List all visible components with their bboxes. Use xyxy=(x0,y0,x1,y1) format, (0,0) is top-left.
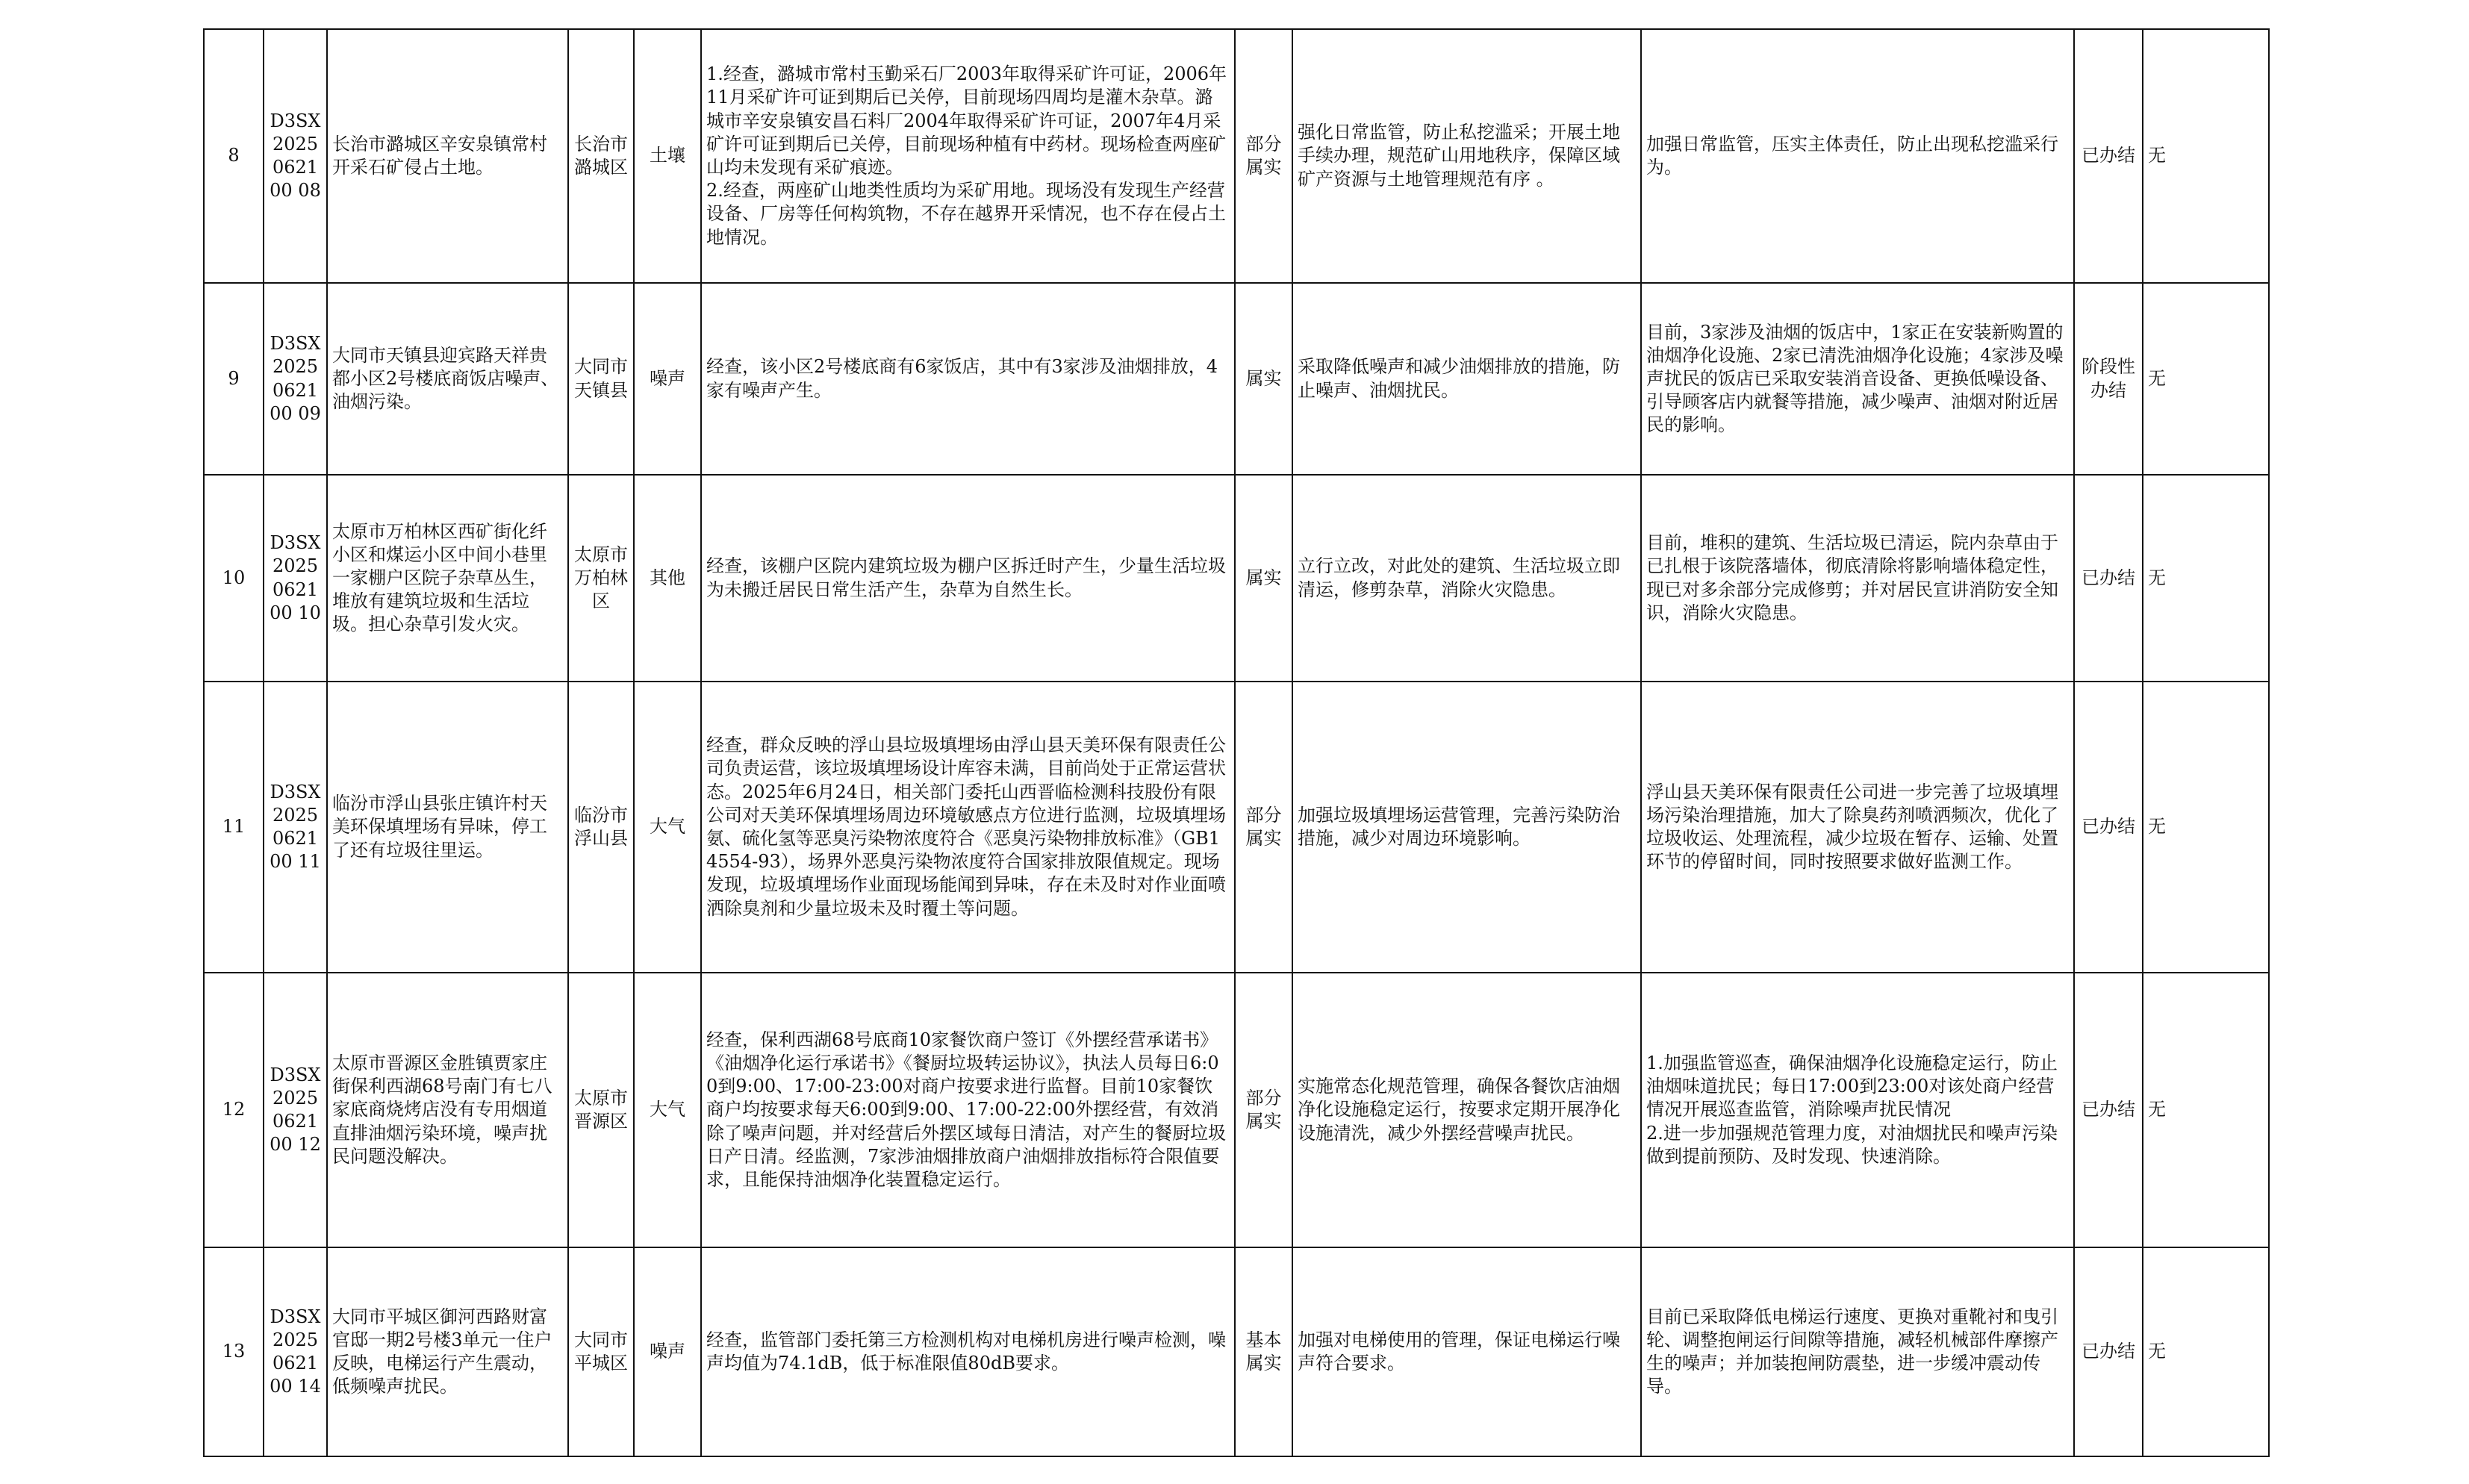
district-cell: 太原市晋源区 xyxy=(568,973,634,1247)
district-cell: 太原市万柏林区 xyxy=(568,475,634,682)
rectification-measures-cell: 立行立改，对此处的建筑、生活垃圾立即清运，修剪杂草，消除火灾隐患。 xyxy=(1292,475,1641,682)
verdict-cell: 属实 xyxy=(1235,475,1292,682)
investigation-result-cell: 经查，监管部门委托第三方检测机构对电梯机房进行噪声检测，噪声均值为74.1dB，低于标准限值80dB要求。 xyxy=(701,1247,1235,1456)
table-row xyxy=(204,973,2269,1247)
completion-status-cell: 已办结 xyxy=(2074,29,2143,283)
row-number-cell: 9 xyxy=(204,283,264,475)
investigation-result-cell: 经查，群众反映的浮山县垃圾填埋场由浮山县天美环保有限责任公司负责运营，该垃圾填埋场设计库容未满，目前尚处于正常运营状态。2025年6月24日，相关部门委托山西晋临检测科技股份有限公司对天美环保填埋场周边环境敏感点方位进行监测，垃圾填埋场氨、硫化氢等恶臭污染物浓度符合《恶臭污染物排放标准》（GB14554-93），场界外恶臭污染物浓度符合国家排放限值规定。现场发现，垃圾填埋场作业面现场能闻到异味，存在未及时对作业面喷洒除臭剂和少量垃圾未及时覆土等问题。 xyxy=(701,682,1235,973)
pollution-category-cell: 大气 xyxy=(634,973,701,1247)
completion-status-cell: 阶段性办结 xyxy=(2074,283,2143,475)
row-number-cell: 10 xyxy=(204,475,264,682)
case-code-cell: D3SX2025062100 11 xyxy=(264,682,327,973)
complaint-issue-cell: 长治市潞城区辛安泉镇常村开采石矿侵占土地。 xyxy=(327,29,568,283)
row-number-cell: 11 xyxy=(204,682,264,973)
district-cell: 长治市潞城区 xyxy=(568,29,634,283)
rectification-progress-cell: 目前，堆积的建筑、生活垃圾已清运，院内杂草由于已扎根于该院落墙体，彻底清除将影响墙体稳定性，现已对多余部分完成修剪；并对居民宣讲消防安全知识，消除火灾隐患。 xyxy=(1641,475,2074,682)
complaint-issue-cell: 太原市万柏林区西矿街化纤小区和煤运小区中间小巷里一家棚户区院子杂草丛生，堆放有建筑垃圾和生活垃圾。担心杂草引发火灾。 xyxy=(327,475,568,682)
accountability-cell: 无 xyxy=(2143,1247,2269,1456)
verdict-cell: 部分属实 xyxy=(1235,29,1292,283)
accountability-cell: 无 xyxy=(2143,475,2269,682)
completion-status-cell: 已办结 xyxy=(2074,682,2143,973)
pollution-category-cell: 噪声 xyxy=(634,1247,701,1456)
rectification-measures-cell: 实施常态化规范管理，确保各餐饮店油烟净化设施稳定运行，按要求定期开展净化设施清洗，减少外摆经营噪声扰民。 xyxy=(1292,973,1641,1247)
verdict-cell: 基本属实 xyxy=(1235,1247,1292,1456)
rectification-progress-cell: 1.加强监管巡查，确保油烟净化设施稳定运行，防止油烟味道扰民；每日17:00到23:00对该处商户经营情况开展巡查监管，消除噪声扰民情况 2.进一步加强规范管理力度，对油烟扰民和噪声污染做到提前预防、及时发现、快速消除。 xyxy=(1641,973,2074,1247)
case-code-cell: D3SX2025062100 09 xyxy=(264,283,327,475)
completion-status-cell: 已办结 xyxy=(2074,475,2143,682)
table-body xyxy=(204,29,2269,1456)
row-number-cell: 12 xyxy=(204,973,264,1247)
case-code-cell: D3SX2025062100 12 xyxy=(264,973,327,1247)
pollution-category-cell: 其他 xyxy=(634,475,701,682)
row-number-cell: 8 xyxy=(204,29,264,283)
accountability-cell: 无 xyxy=(2143,973,2269,1247)
pollution-category-cell: 土壤 xyxy=(634,29,701,283)
table-row xyxy=(204,1247,2269,1456)
case-code-cell: D3SX2025062100 08 xyxy=(264,29,327,283)
table-row xyxy=(204,283,2269,475)
investigation-result-cell: 经查，该小区2号楼底商有6家饭店，其中有3家涉及油烟排放，4家有噪声产生。 xyxy=(701,283,1235,475)
case-code-cell: D3SX2025062100 14 xyxy=(264,1247,327,1456)
case-code-cell: D3SX2025062100 10 xyxy=(264,475,327,682)
table-row xyxy=(204,682,2269,973)
complaint-issue-cell: 太原市晋源区金胜镇贾家庄街保利西湖68号南门有七八家底商烧烤店没有专用烟道直排油烟污染环境，噪声扰民问题没解决。 xyxy=(327,973,568,1247)
district-cell: 大同市平城区 xyxy=(568,1247,634,1456)
completion-status-cell: 已办结 xyxy=(2074,1247,2143,1456)
pollution-category-cell: 噪声 xyxy=(634,283,701,475)
complaint-issue-cell: 大同市天镇县迎宾路天祥贵都小区2号楼底商饭店噪声、油烟污染。 xyxy=(327,283,568,475)
table-row xyxy=(204,475,2269,682)
completion-status-cell: 已办结 xyxy=(2074,973,2143,1247)
pollution-category-cell: 大气 xyxy=(634,682,701,973)
rectification-measures-cell: 强化日常监管，防止私挖滥采；开展土地手续办理，规范矿山用地秩序，保障区域矿产资源与土地管理规范有序 。 xyxy=(1292,29,1641,283)
investigation-result-cell: 经查，保利西湖68号底商10家餐饮商户签订《外摆经营承诺书》《油烟净化运行承诺书》《餐厨垃圾转运协议》，执法人员每日6:00到9:00、17:00-23:00对商户按要求进行监督。目前10家餐饮商户均按要求每天6:00到9:00、17:00-22:00外摆经营，有效消除了噪声问题，并对经营后外摆区域每日清洁，对产生的餐厨垃圾日产日清。经监测，7家涉油烟排放商户油烟排放指标符合限值要求，且能保持油烟净化装置稳定运行。 xyxy=(701,973,1235,1247)
rectification-measures-cell: 加强垃圾填埋场运营管理，完善污染防治措施，减少对周边环境影响。 xyxy=(1292,682,1641,973)
accountability-cell: 无 xyxy=(2143,682,2269,973)
investigation-result-cell: 经查，该棚户区院内建筑垃圾为棚户区拆迁时产生，少量生活垃圾为未搬迁居民日常生活产生，杂草为自然生长。 xyxy=(701,475,1235,682)
district-cell: 临汾市浮山县 xyxy=(568,682,634,973)
rectification-measures-cell: 加强对电梯使用的管理，保证电梯运行噪声符合要求。 xyxy=(1292,1247,1641,1456)
complaint-issue-cell: 临汾市浮山县张庄镇许村天美环保填埋场有异味，停工了还有垃圾往里运。 xyxy=(327,682,568,973)
rectification-progress-cell: 目前已采取降低电梯运行速度、更换对重靴衬和曳引轮、调整抱闸运行间隙等措施，减轻机械部件摩擦产生的噪声；并加装抱闸防震垫，进一步缓冲震动传导。 xyxy=(1641,1247,2074,1456)
investigation-result-cell: 1.经查，潞城市常村玉勤采石厂2003年取得采矿许可证，2006年11月采矿许可证到期后已关停，目前现场四周均是灌木杂草。潞城市辛安泉镇安昌石料厂2004年取得采矿许可证，2007年4月采矿许可证到期后已关停，目前现场种植有中药材。现场检查两座矿山均未发现有采矿痕迹。 2.经查，两座矿山地类性质均为采矿用地。现场没有发现生产经营设备、厂房等任何构筑物，不存在越界开采情况，也不存在侵占土地情况。 xyxy=(701,29,1235,283)
complaint-table xyxy=(203,28,2270,1457)
rectification-progress-cell: 目前，3家涉及油烟的饭店中，1家正在安装新购置的油烟净化设施、2家已清洗油烟净化设施；4家涉及噪声扰民的饭店已采取安装消音设备、更换低噪设备、引导顾客店内就餐等措施，减少噪声、油烟对附近居民的影响。 xyxy=(1641,283,2074,475)
district-cell: 大同市天镇县 xyxy=(568,283,634,475)
verdict-cell: 部分属实 xyxy=(1235,682,1292,973)
rectification-measures-cell: 采取降低噪声和减少油烟排放的措施，防止噪声、油烟扰民。 xyxy=(1292,283,1641,475)
verdict-cell: 部分属实 xyxy=(1235,973,1292,1247)
row-number-cell: 13 xyxy=(204,1247,264,1456)
accountability-cell: 无 xyxy=(2143,29,2269,283)
rectification-progress-cell: 加强日常监管，压实主体责任，防止出现私挖滥采行为。 xyxy=(1641,29,2074,283)
accountability-cell: 无 xyxy=(2143,283,2269,475)
rectification-progress-cell: 浮山县天美环保有限责任公司进一步完善了垃圾填埋场污染治理措施，加大了除臭药剂喷洒频次，优化了垃圾收运、处理流程，减少垃圾在暂存、运输、处置环节的停留时间，同时按照要求做好监测工作。 xyxy=(1641,682,2074,973)
table-row xyxy=(204,29,2269,283)
verdict-cell: 属实 xyxy=(1235,283,1292,475)
complaint-issue-cell: 大同市平城区御河西路财富官邸一期2号楼3单元一住户反映，电梯运行产生震动，低频噪声扰民。 xyxy=(327,1247,568,1456)
